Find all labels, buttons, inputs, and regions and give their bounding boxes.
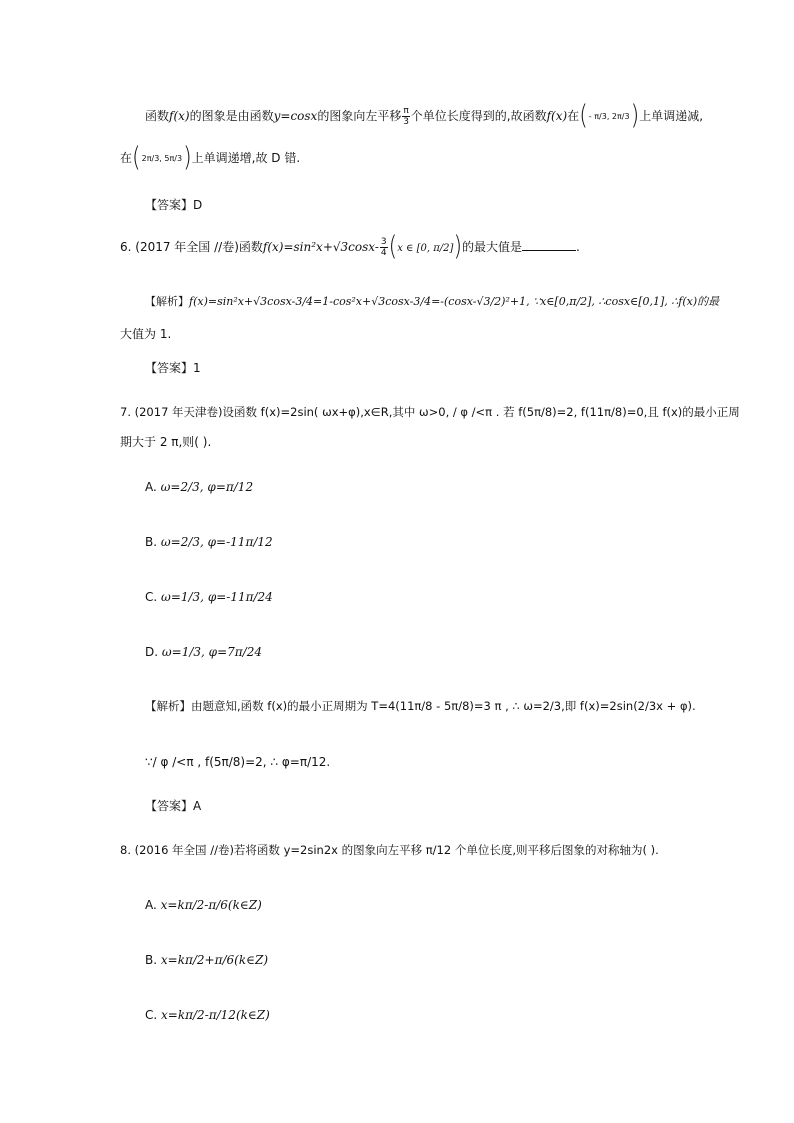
text: 函数 xyxy=(145,109,170,123)
block1-answer: 【答案】D xyxy=(145,198,203,212)
q6-stem: 6. (2017 年全国 //卷)函数f(x)=sin²x+√3cosx- $\frac{3}{4}$ (x ∈ [0, π/2])的最大值是 . xyxy=(120,231,580,262)
option-label: A. xyxy=(145,898,157,912)
option-text: ω=1/3, φ=-11π/24 xyxy=(161,590,273,604)
option-text: ω=1/3, φ=7π/24 xyxy=(161,645,262,659)
option-text: x=kπ/2+π/6(k∈Z) xyxy=(160,953,269,967)
q6-solution-line1 xyxy=(145,292,719,312)
option-text: ω=2/3, φ=π/12 xyxy=(160,480,254,494)
option-text: x=kπ/2-π/12(k∈Z) xyxy=(161,1008,270,1022)
q8-stem: 8. (2016 年全国 //卷)若将函数 y=2sin2x 的图象向左平移 π/12 个单位长度,则平移后图象的对称轴为( ). xyxy=(120,843,659,857)
option-label: B. xyxy=(145,953,158,967)
q8-option-a xyxy=(145,895,262,915)
fraction: $\frac{3}{4}$ xyxy=(380,237,387,258)
option-label: C. xyxy=(145,1008,158,1022)
q6-answer: 【答案】1 xyxy=(145,361,201,375)
q7-stem-line1: 7. (2017 年天津卷)设函数 f(x)=2sin( ωx+φ),x∈R,其中 ω>0, / φ /<π . 若 f(5π/8)=2, f(11π/8)=0,且 f(x)的最小正周 xyxy=(120,405,740,419)
q7-option-d xyxy=(145,642,262,662)
q7-option-b xyxy=(145,532,273,552)
q7-option-c xyxy=(145,587,273,607)
text: 【解析】 xyxy=(145,295,189,308)
q7-answer: 【答案】A xyxy=(145,799,202,813)
answer-blank xyxy=(522,236,576,251)
text: . xyxy=(576,240,580,254)
option-label: D. xyxy=(145,645,159,659)
text: 个单位长度得到的,故函数 xyxy=(410,109,547,123)
text: 的最大值是 xyxy=(462,240,523,254)
text: 上单调递减, xyxy=(639,109,704,123)
block1-line2: 在( 2π/3, 5π/3 )上单调递增,故 D 错. xyxy=(120,142,301,173)
domain: x ∈ [0, π/2] xyxy=(397,243,454,254)
option-text: x=kπ/2-π/6(k∈Z) xyxy=(160,898,262,912)
text: 上单调递增,故 D 错. xyxy=(191,151,301,165)
math: f(x) xyxy=(169,109,190,123)
math: y=cosx xyxy=(273,109,318,123)
math: f(x)=sin²x+√3cosx- xyxy=(262,240,379,254)
q6-solution-line2: 大值为 1. xyxy=(120,327,172,341)
text: 在 xyxy=(120,151,133,165)
option-text: ω=2/3, φ=-11π/12 xyxy=(160,535,273,549)
option-label: C. xyxy=(145,590,158,604)
interval: - π/3, 2π/3 xyxy=(588,111,630,121)
text: 的图象是由函数 xyxy=(189,109,274,123)
math: f(x)=sin²x+√3cosx-3/4=1-cos²x+√3cosx-3/4=-(cosx-√3/2)²+1, ∵x∈[0,π/2], ∴cosx∈[0,1], ∴f(x)的最 xyxy=(189,295,720,308)
fraction: $\frac{\pi}{3}$ xyxy=(403,106,409,127)
option-label: B. xyxy=(145,535,158,549)
q7-solution-line2: ∵/ φ /<π , f(5π/8)=2, ∴ φ=π/12. xyxy=(145,755,331,769)
text: 在 xyxy=(567,109,580,123)
q8-option-b xyxy=(145,950,268,970)
math: f(x) xyxy=(546,109,568,123)
q8-option-c xyxy=(145,1005,270,1025)
block1-line1: 函数f(x)的图象是由函数y=cosx的图象向左平移 $\frac{\pi}{3}$ 个单位长度得到的,故函数f(x)在( - π/3, 2π/3 )上单调递减, xyxy=(145,100,704,131)
q7-option-a xyxy=(145,477,253,497)
interval: 2π/3, 5π/3 xyxy=(141,153,183,163)
q7-stem-line2: 期大于 2 π,则( ). xyxy=(120,435,212,449)
q7-solution-line1: 【解析】由题意知,函数 f(x)的最小正周期为 T=4(11π/8 - 5π/8)=3 π , ∴ ω=2/3,即 f(x)=2sin(2/3x + φ). xyxy=(145,699,696,713)
text: 6. (2017 年全国 //卷)函数 xyxy=(120,240,263,254)
option-label: A. xyxy=(145,480,157,494)
text: 的图象向左平移 xyxy=(317,109,402,123)
